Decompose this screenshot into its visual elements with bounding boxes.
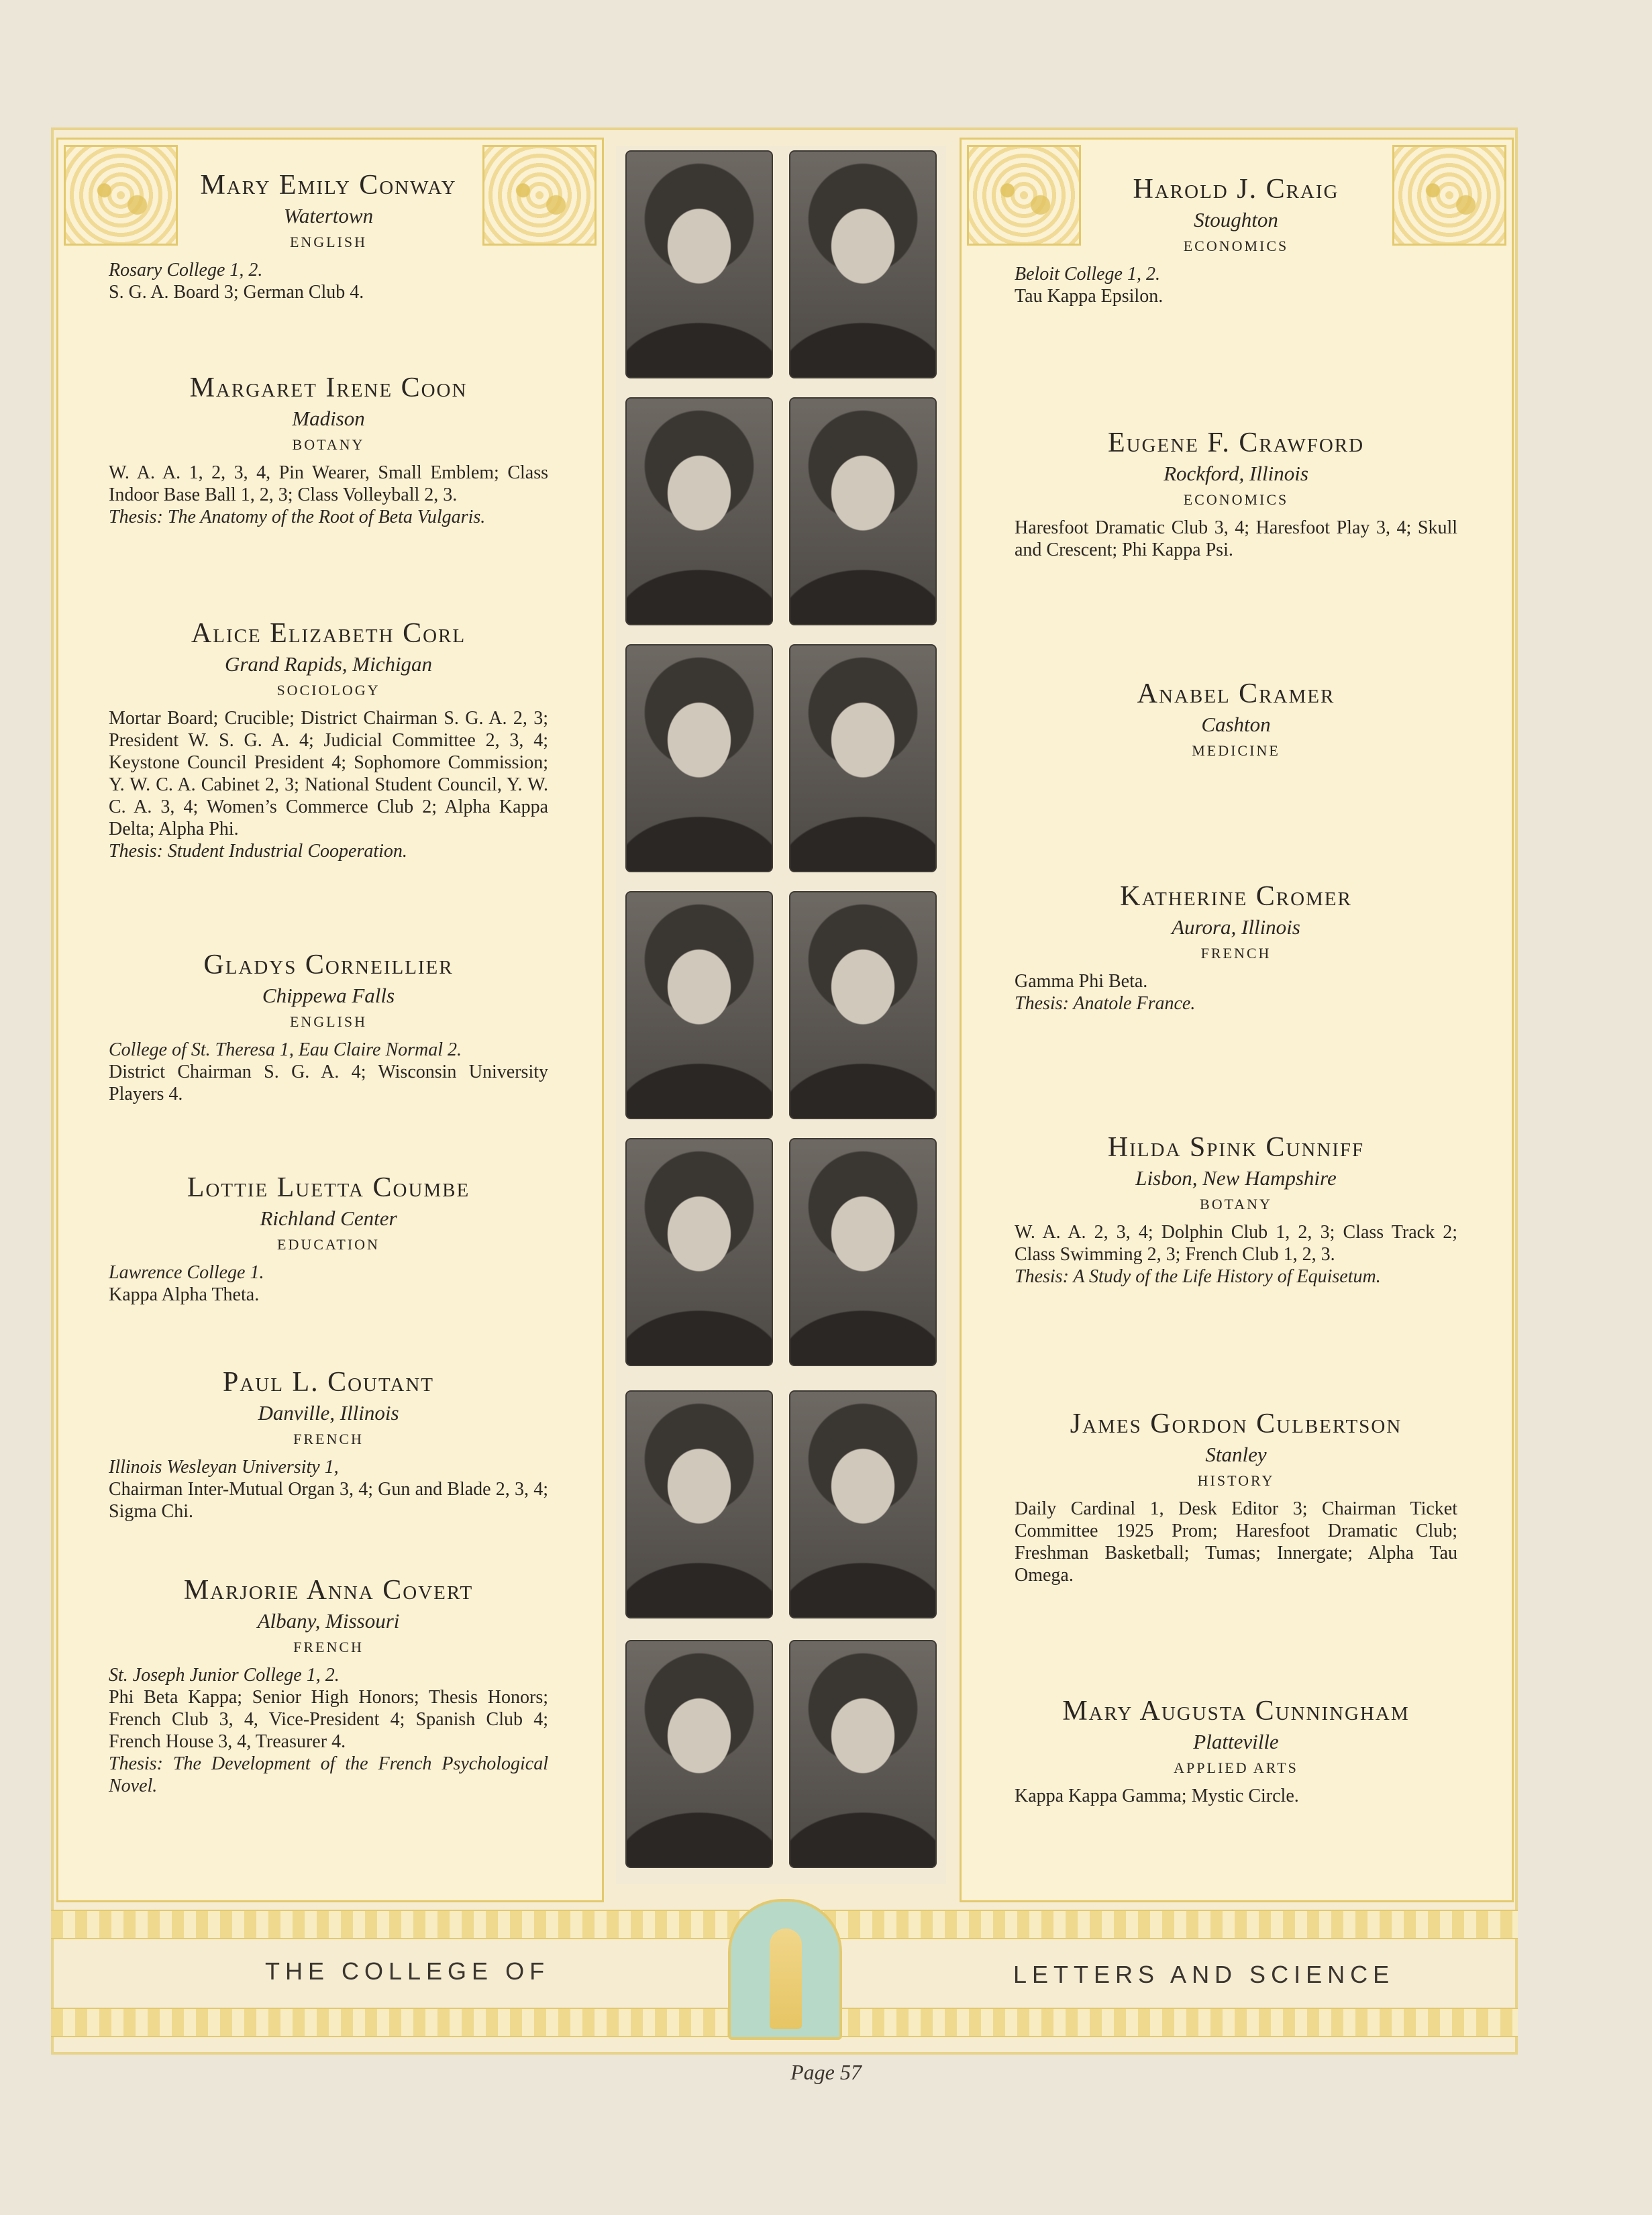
right-panel <box>960 138 1514 1902</box>
figure-emblem <box>770 1928 802 2029</box>
student-activities: Haresfoot Dramatic Club 3, 4; Haresfoot Play 3, 4; Skull and Crescent; Phi Kappa Psi. <box>1015 517 1457 560</box>
student-name: Eugene F. Crawford <box>1107 427 1365 458</box>
student-entry <box>109 169 548 303</box>
student-hometown: Platteville <box>1193 1730 1279 1753</box>
student-thesis: Thesis: The Development of the French Psychological Novel. <box>109 1753 548 1796</box>
student-activities: Rosary College 1, 2. <box>109 260 263 280</box>
student-activities: Mortar Board; Crucible; District Chairman S. G. A. 2, 3; President W. S. G. A. 4; Judicial Committee 2, 3, 4; Keystone Council President 4; Sophomore Commission; Y. W. C. A. Cabinet 2, 3; National Student Council, Y. W. C. A. 3, 4; Women’s Commerce Club 2; Alpha Kappa Delta; Alpha Phi. <box>109 708 548 839</box>
student-activities: Beloit College 1, 2. <box>1015 264 1160 285</box>
footer-right-text: LETTERS AND SCIENCE <box>1013 1961 1395 1988</box>
student-hometown: Stoughton <box>1194 208 1278 231</box>
portrait-photo <box>789 150 937 378</box>
student-entry <box>1015 427 1457 561</box>
student-thesis: Thesis: The Anatomy of the Root of Beta Vulgaris. <box>109 507 486 527</box>
student-department: HISTORY <box>1197 1472 1275 1489</box>
student-activities: Chairman Inter-Mutual Organ 3, 4; Gun and Blade 2, 3, 4; Sigma Chi. <box>109 1479 548 1522</box>
student-department: APPLIED ARTS <box>1174 1759 1298 1776</box>
student-activities: Phi Beta Kappa; Senior High Honors; Thesis Honors; French Club 3, 4, Vice-President 4; Spanish Club 4; French House 3, 4, Treasurer 4. <box>109 1687 548 1752</box>
student-hometown: Cashton <box>1201 713 1271 736</box>
student-department: FRENCH <box>293 1431 364 1447</box>
student-entry <box>109 949 548 1105</box>
student-hometown: Richland Center <box>260 1206 397 1230</box>
student-thesis: Thesis: Student Industrial Cooperation. <box>109 841 407 862</box>
student-name: Harold J. Craig <box>1133 174 1339 205</box>
student-entry <box>1015 1695 1457 1807</box>
student-activities: W. A. A. 1, 2, 3, 4, Pin Wearer, Small Emblem; Class Indoor Base Ball 1, 2, 3; Class Volleyball 2, 3. <box>109 462 548 505</box>
portrait-photo <box>625 644 773 872</box>
page-number: Page 57 <box>790 2060 862 2084</box>
student-thesis: Thesis: Anatole France. <box>1015 993 1196 1014</box>
student-department: BOTANY <box>1200 1196 1272 1213</box>
student-department: FRENCH <box>1200 945 1272 962</box>
student-activities: Gamma Phi Beta. <box>1015 971 1148 992</box>
student-entry <box>1015 880 1457 1015</box>
student-hometown: Grand Rapids, Michigan <box>224 652 433 676</box>
portrait-photo <box>789 397 937 625</box>
student-entry <box>1015 1408 1457 1586</box>
student-entry <box>109 617 548 862</box>
portrait-photo <box>789 1138 937 1366</box>
student-department: ENGLISH <box>289 234 368 250</box>
student-thesis: Thesis: A Study of the Life History of Equisetum. <box>1015 1266 1381 1287</box>
student-name: Hilda Spink Cunniff <box>1107 1132 1365 1163</box>
student-activities: S. G. A. Board 3; German Club 4. <box>109 282 364 303</box>
student-hometown: Danville, Illinois <box>258 1401 399 1425</box>
student-entry <box>1015 678 1457 760</box>
student-name: Lottie Luetta Coumbe <box>187 1172 470 1203</box>
student-hometown: Albany, Missouri <box>257 1609 400 1633</box>
student-entry <box>109 1366 548 1523</box>
student-entry <box>109 372 548 528</box>
student-entry <box>109 1172 548 1306</box>
portrait-photo <box>789 1640 937 1868</box>
portrait-column <box>616 146 946 1884</box>
portrait-photo <box>625 891 773 1119</box>
student-activities: Kappa Alpha Theta. <box>109 1284 260 1305</box>
student-name: Marjorie Anna Covert <box>183 1575 474 1606</box>
footer-medallion <box>728 1899 842 2040</box>
portrait-photo <box>625 1640 773 1868</box>
portrait-photo <box>789 644 937 872</box>
student-activities: St. Joseph Junior College 1, 2. <box>109 1665 340 1686</box>
student-department: ENGLISH <box>289 1013 368 1030</box>
student-name: Alice Elizabeth Corl <box>191 618 466 649</box>
student-activities: Illinois Wesleyan University 1, <box>109 1457 339 1478</box>
student-name: Anabel Cramer <box>1137 678 1335 709</box>
student-name: Margaret Irene Coon <box>189 372 468 403</box>
student-entry <box>1015 1131 1457 1288</box>
student-activities: Kappa Kappa Gamma; Mystic Circle. <box>1015 1786 1299 1806</box>
student-department: ECONOMICS <box>1183 491 1289 508</box>
student-activities: Lawrence College 1. <box>109 1262 264 1283</box>
student-department: SOCIOLOGY <box>276 682 380 699</box>
student-hometown: Rockford, Illinois <box>1164 462 1308 485</box>
student-hometown: Aurora, Illinois <box>1172 915 1300 939</box>
student-department: EDUCATION <box>277 1236 380 1253</box>
portrait-photo <box>625 397 773 625</box>
student-name: Katherine Cromer <box>1120 881 1352 912</box>
student-hometown: Chippewa Falls <box>262 984 395 1007</box>
portrait-photo <box>789 1390 937 1618</box>
student-hometown: Madison <box>292 407 365 430</box>
student-department: FRENCH <box>293 1639 364 1655</box>
student-activities: W. A. A. 2, 3, 4; Dolphin Club 1, 2, 3; Class Track 2; Class Swimming 2, 3; French Club 1, 2, 3. <box>1015 1222 1457 1265</box>
student-activities: Tau Kappa Epsilon. <box>1015 286 1164 307</box>
student-name: Mary Augusta Cunningham <box>1062 1696 1410 1727</box>
student-department: ECONOMICS <box>1183 238 1289 254</box>
student-activities: Daily Cardinal 1, Desk Editor 3; Chairman Ticket Committee 1925 Prom; Haresfoot Dramatic Club; Freshman Basketball; Tumas; Innergate; Alpha Tau Omega. <box>1015 1498 1457 1586</box>
student-department: MEDICINE <box>1192 742 1280 759</box>
footer-left-text: THE COLLEGE OF <box>265 1957 550 1985</box>
portrait-photo <box>625 150 773 378</box>
student-hometown: Watertown <box>283 204 374 227</box>
student-entry <box>1015 173 1457 307</box>
student-name: James Gordon Culbertson <box>1070 1408 1402 1439</box>
student-activities: District Chairman S. G. A. 4; Wisconsin University Players 4. <box>109 1062 548 1104</box>
student-name: Gladys Corneillier <box>203 949 454 980</box>
student-entry <box>109 1574 548 1797</box>
student-hometown: Lisbon, New Hampshire <box>1135 1166 1337 1190</box>
student-hometown: Stanley <box>1205 1443 1267 1466</box>
portrait-photo <box>625 1390 773 1618</box>
student-name: Mary Emily Conway <box>200 170 457 201</box>
student-activities: College of St. Theresa 1, Eau Claire Normal 2. <box>109 1039 462 1060</box>
portrait-photo <box>789 891 937 1119</box>
student-department: BOTANY <box>292 436 365 453</box>
portrait-photo <box>625 1138 773 1366</box>
student-name: Paul L. Coutant <box>222 1367 434 1398</box>
